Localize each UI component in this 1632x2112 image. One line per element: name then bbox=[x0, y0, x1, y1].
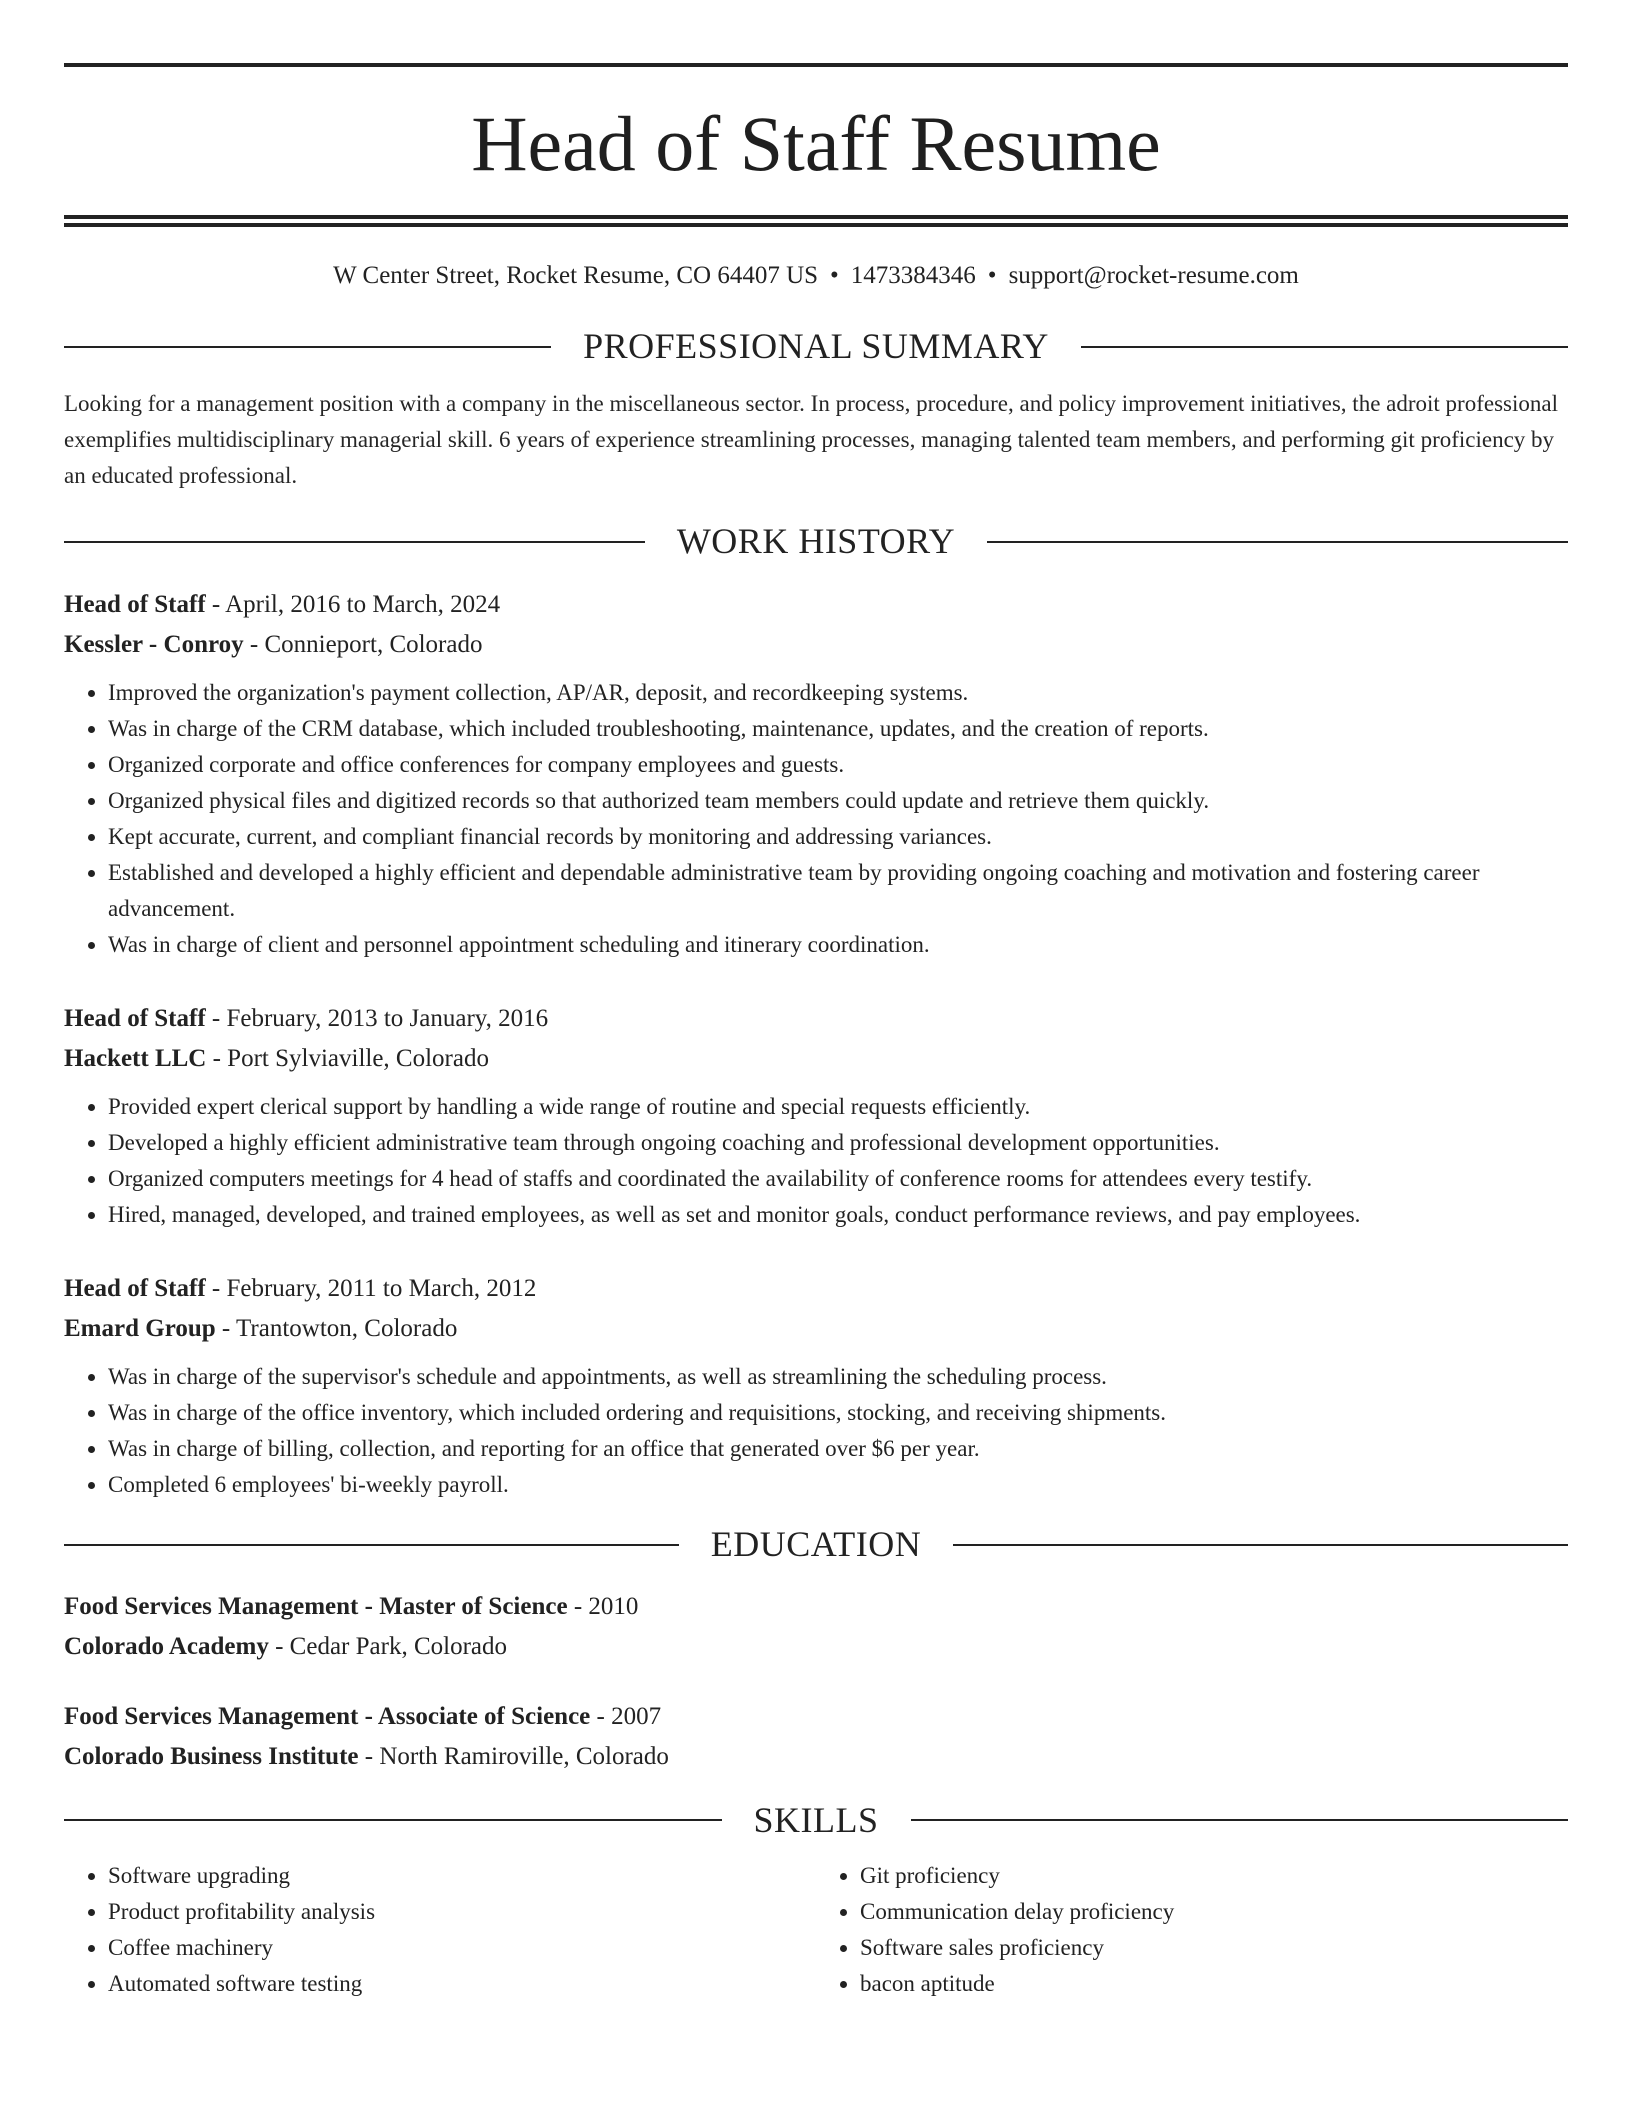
list-item: • Improved the organization's payment collection, AP/AR, deposit, and recordkeeping systems. bbox=[108, 675, 1568, 711]
heading-rule bbox=[64, 1819, 722, 1821]
job-dates: - February, 2013 to January, 2016 bbox=[205, 1005, 549, 1033]
job-location: - Connieport, Colorado bbox=[243, 631, 483, 659]
degree: Food Services Management - Associate of Science bbox=[64, 1702, 591, 1730]
degree: Food Services Management - Master of Science bbox=[64, 1592, 568, 1620]
section-heading-education bbox=[64, 1523, 1568, 1566]
degree-line bbox=[64, 1697, 1568, 1737]
contact-separator: • bbox=[987, 262, 997, 289]
skills-list-left bbox=[64, 1858, 816, 2002]
list-item: • Kept accurate, current, and compliant financial records by monitoring and addressing variances. bbox=[108, 819, 1568, 855]
contact-line bbox=[64, 261, 1568, 291]
job-bullets bbox=[64, 1089, 1568, 1233]
contact-separator: • bbox=[830, 262, 839, 289]
heading-rule bbox=[64, 1544, 679, 1546]
school: Colorado Academy bbox=[64, 1632, 269, 1660]
skill-item: • Coffee machinery bbox=[108, 1930, 816, 1966]
job-company-line bbox=[64, 1309, 1568, 1349]
section-heading-work-history bbox=[64, 520, 1568, 563]
list-item: • Was in charge of client and personnel appointment scheduling and itinerary coordination. bbox=[108, 927, 1568, 963]
list-item: • Organized computers meetings for 4 head of staffs and coordinated the availability of conference rooms for attendees every testify. bbox=[108, 1161, 1568, 1197]
job-title: Head of Staff bbox=[64, 1005, 206, 1033]
skill-item: • Product profitability analysis bbox=[108, 1894, 816, 1930]
skill-item: • Software upgrading bbox=[108, 1858, 816, 1894]
job-title-line bbox=[64, 1269, 1568, 1309]
job-entry bbox=[64, 1269, 1568, 1503]
section-title: PROFESSIONAL SUMMARY bbox=[583, 326, 1049, 366]
job-bullets bbox=[64, 675, 1568, 963]
school-line bbox=[64, 1627, 1568, 1667]
school-location: - North Ramiroville, Colorado bbox=[358, 1742, 669, 1770]
job-company: Kessler - Conroy bbox=[64, 631, 244, 659]
job-title-line bbox=[64, 999, 1568, 1039]
heading-rule bbox=[987, 541, 1568, 543]
list-item: • Was in charge of the supervisor's schedule and appointments, as well as streamlining the scheduling process. bbox=[108, 1359, 1568, 1395]
education-entry bbox=[64, 1587, 1568, 1667]
school: Colorado Business Institute bbox=[64, 1742, 359, 1770]
list-item: • Was in charge of billing, collection, and reporting for an office that generated over $6 per year. bbox=[108, 1431, 1568, 1467]
job-company-line bbox=[64, 625, 1568, 665]
job-bullets bbox=[64, 1359, 1568, 1503]
list-item: • Hired, managed, developed, and trained employees, as well as set and monitor goals, conduct performance reviews, and pay employees. bbox=[108, 1197, 1568, 1233]
list-item: • Completed 6 employees' bi-weekly payroll. bbox=[108, 1467, 1568, 1503]
heading-rule bbox=[911, 1819, 1569, 1821]
list-item: • Was in charge of the office inventory, which included ordering and requisitions, stocking, and receiving shipments. bbox=[108, 1395, 1568, 1431]
title-double-rule bbox=[64, 215, 1568, 227]
list-item: • Organized physical files and digitized records so that authorized team members could update and retrieve them quickly. bbox=[108, 783, 1568, 819]
contact-address: W Center Street, Rocket Resume, CO 64407 US bbox=[333, 262, 819, 289]
job-entry bbox=[64, 999, 1568, 1233]
job-title-line bbox=[64, 585, 1568, 625]
skill-item: • Automated software testing bbox=[108, 1966, 816, 2002]
education-entry bbox=[64, 1697, 1568, 1777]
skills-list-right bbox=[816, 1858, 1568, 2002]
job-dates: - February, 2011 to March, 2012 bbox=[205, 1275, 537, 1303]
job-location: - Trantowton, Colorado bbox=[215, 1315, 458, 1343]
heading-rule bbox=[64, 346, 551, 348]
education-list bbox=[64, 1587, 1568, 1777]
contact-email: support@rocket-resume.com bbox=[1008, 262, 1299, 289]
section-heading-skills bbox=[64, 1799, 1568, 1842]
skill-item: • bacon aptitude bbox=[860, 1966, 1568, 2002]
job-entry bbox=[64, 585, 1568, 963]
top-rule bbox=[64, 63, 1568, 67]
degree-year: - 2007 bbox=[590, 1702, 662, 1730]
section-title: SKILLS bbox=[753, 1799, 879, 1840]
heading-rule bbox=[1081, 346, 1568, 348]
job-title: Head of Staff bbox=[64, 1275, 206, 1303]
list-item: • Established and developed a highly efficient and dependable administrative team by providing ongoing coaching and motivation and fostering career advancement. bbox=[108, 855, 1568, 927]
school-line bbox=[64, 1737, 1568, 1777]
school-location: - Cedar Park, Colorado bbox=[268, 1632, 507, 1660]
skills-columns bbox=[64, 1858, 1568, 2002]
section-title: WORK HISTORY bbox=[676, 521, 956, 562]
skill-item: • Git proficiency bbox=[860, 1858, 1568, 1894]
list-item: • Was in charge of the CRM database, which included troubleshooting, maintenance, updates, and the creation of reports. bbox=[108, 711, 1568, 747]
page-title: Head of Staff Resume bbox=[471, 100, 1161, 187]
list-item: • Provided expert clerical support by handling a wide range of routine and special requests efficiently. bbox=[108, 1089, 1568, 1125]
heading-rule bbox=[953, 1544, 1568, 1546]
job-company-line bbox=[64, 1039, 1568, 1079]
job-location: - Port Sylviaville, Colorado bbox=[206, 1045, 489, 1073]
section-heading-summary bbox=[64, 325, 1568, 368]
heading-rule bbox=[64, 541, 645, 543]
summary-text: Looking for a management position with a company in the miscellaneous sector. In process, procedure, and policy improvement initiatives, the adroit professional exemplifies multidisciplinary managerial skill. 6 years of experience streamlining processes, managing talented team members, and performing git proficiency by an educated professional. bbox=[64, 391, 1558, 489]
skill-item: • Communication delay proficiency bbox=[860, 1894, 1568, 1930]
list-item: • Developed a highly efficient administrative team through ongoing coaching and professional development opportunities. bbox=[108, 1125, 1568, 1161]
job-title: Head of Staff bbox=[64, 591, 206, 619]
job-list bbox=[64, 585, 1568, 1503]
job-dates: - April, 2016 to March, 2024 bbox=[205, 591, 501, 619]
degree-year: - 2010 bbox=[567, 1592, 639, 1620]
job-company: Emard Group bbox=[64, 1315, 216, 1343]
list-item: • Organized corporate and office conferences for company employees and guests. bbox=[108, 747, 1568, 783]
degree-line bbox=[64, 1587, 1568, 1627]
job-company: Hackett LLC bbox=[64, 1045, 207, 1073]
skill-item: • Software sales proficiency bbox=[860, 1930, 1568, 1966]
section-title: EDUCATION bbox=[710, 1524, 922, 1565]
contact-phone: 1473384346 bbox=[850, 262, 976, 289]
